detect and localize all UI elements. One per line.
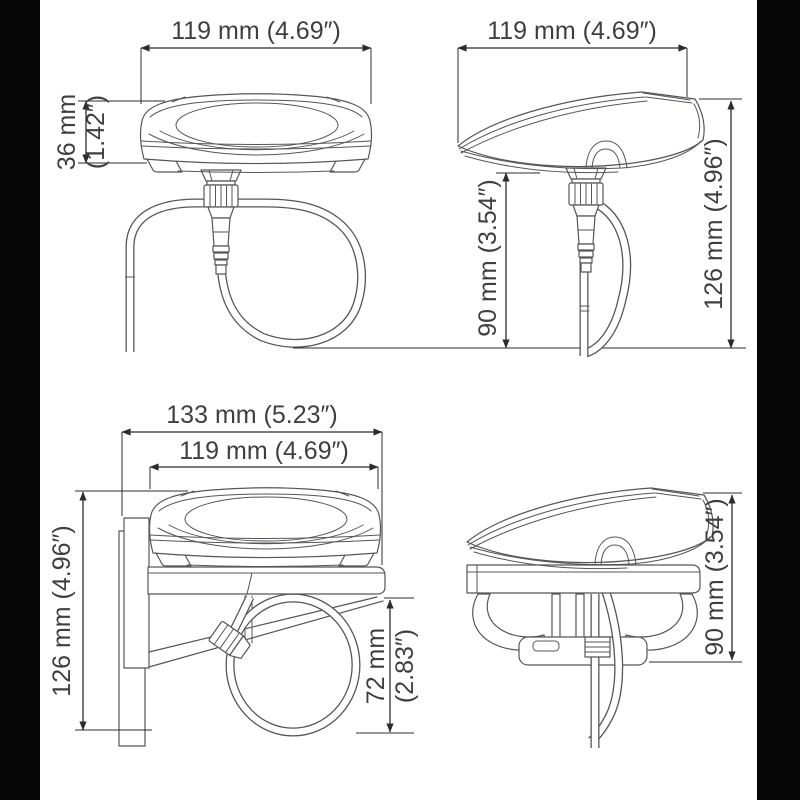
- side-mounted-view: [467, 488, 742, 748]
- side-device-body: [458, 92, 704, 173]
- front-height-label-in: (1.42″): [82, 94, 110, 170]
- side-90-label: 90 mm (3.54″): [474, 179, 502, 337]
- bl-133-label: 133 mm (5.23″): [166, 401, 338, 429]
- mounted-device-body: [150, 488, 381, 567]
- front-device-body: [141, 94, 372, 173]
- bl-119-label: 119 mm (4.69″): [179, 437, 349, 465]
- bl-126-label: 126 mm (4.96″): [48, 525, 76, 697]
- bl-72-label-in: (2.83″): [391, 628, 419, 704]
- front-width-label: 119 mm (4.69″): [171, 17, 341, 45]
- front-view: [53, 17, 371, 352]
- bl-72-label-mm: 72 mm: [362, 627, 390, 705]
- mounted-cable-loop-core: [230, 598, 356, 732]
- side-view: [458, 17, 742, 356]
- front-connector: [201, 170, 241, 274]
- side-connector: [566, 168, 606, 272]
- bracket-wall-plate: [124, 518, 149, 668]
- side-width-label: 119 mm (4.69″): [487, 17, 657, 45]
- front-cable-core: [130, 203, 362, 352]
- front-mounted-view: [48, 401, 419, 746]
- br-90-label: 90 mm (3.54″): [701, 498, 729, 656]
- br-device-body: [467, 488, 713, 569]
- br-cable-clamp: [585, 637, 610, 657]
- side-126-label: 126 mm (4.96″): [700, 138, 728, 310]
- bracket-platform: [148, 567, 385, 594]
- br-platform: [467, 565, 700, 593]
- front-height-label-mm: 36 mm: [53, 93, 81, 171]
